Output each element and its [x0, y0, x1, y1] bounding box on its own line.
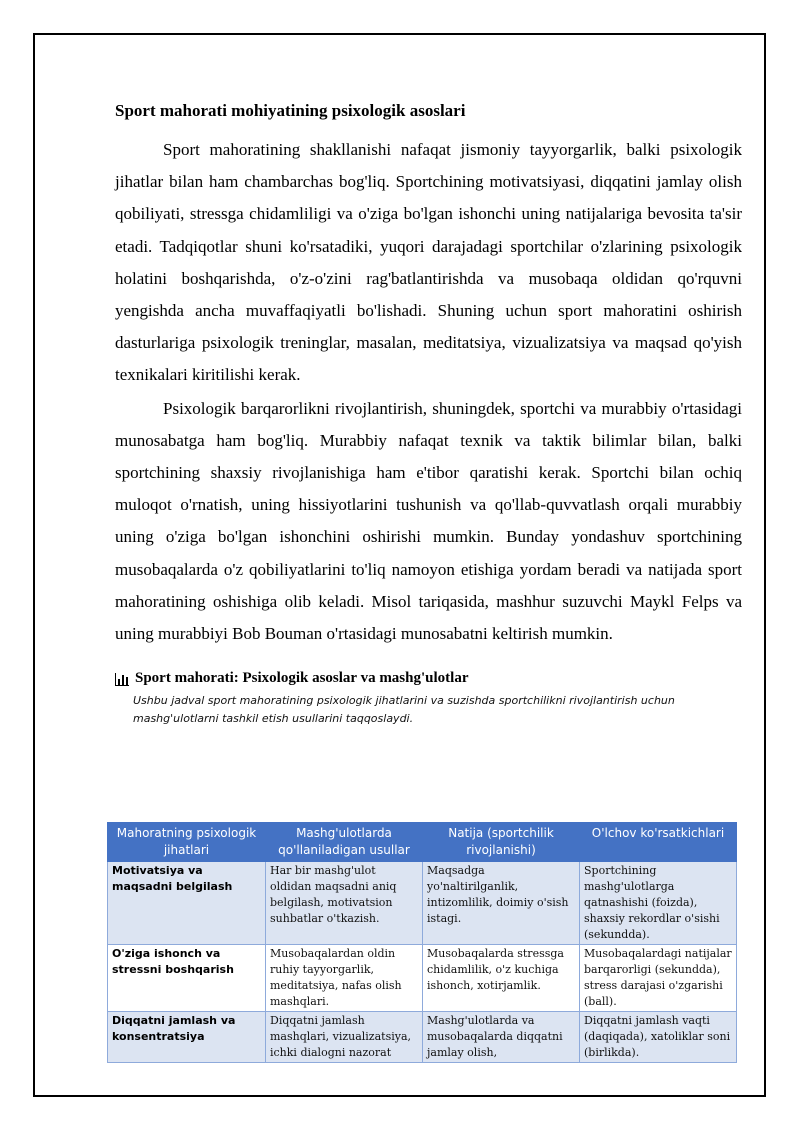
- table-cell: Mashg'ulotlarda va musobaqalarda diqqatni jamlay olish,: [423, 1012, 580, 1063]
- table-cell: Diqqatni jamlash mashqlari, vizualizatsiya, ichki dialogni nazorat: [266, 1012, 423, 1063]
- table-caption: Ushbu jadval sport mahoratining psixologik jihatlarini va suzishda sportchilikni rivojlantirish uchun mashg'ulotlarni tashkil etish usullarini taqqoslaydi.: [133, 694, 675, 726]
- header-cell: Mahoratning psixologik jihatlari: [108, 823, 266, 862]
- table-cell: Har bir mashg'ulot oldidan maqsadni aniq belgilash, motivatsion suhbatlar o'tkazish.: [266, 862, 423, 945]
- table-cell: Motivatsiya va maqsadni belgilash: [108, 862, 266, 945]
- paragraph-2: Psixologik barqarorlikni rivojlantirish, shuningdek, sportchi va murabbiy o'rtasidagi munosabatga ham bog'liq. Murabbiy nafaqat texnik va taktik bilimlar bilan, balki sportchining shaxsiy rivojlanishiga ham e'tibor qaratishi kerak. Sportchi bilan ochiq muloqot o'rnatish, uning hissiyotlarini tushunish va qo'llab-quvvatlash orqali murabbiy uning o'ziga bo'lgan ishonchini oshirishi mumkin. Bunday yondashuv sportchining musobaqalarda o'z qobiliyatlarini to'liq namoyon etishiga yordam beradi va natijada sport mahoratining oshishiga olib keladi. Misol tariqasida, mashhur suzuvchi Maykl Felps va uning murabbiyi Bob Bouman o'rtasidagi munosabatni keltirish mumkin.: [115, 398, 742, 644]
- table-cell: Sportchining mashg'ulotlarga qatnashishi (foizda), shaxsiy rekordlar o'sishi (sekundda).: [580, 862, 737, 945]
- bar-chart-icon: [115, 672, 129, 685]
- header-cell: O'lchov ko'rsatkichlari: [580, 823, 737, 862]
- table-row: [108, 945, 737, 1012]
- data-table: [107, 822, 737, 1063]
- section-heading: Sport mahorati mohiyatining psixologik asoslari: [115, 101, 466, 120]
- document-body: [115, 100, 742, 733]
- table-cell: O'ziga ishonch va stressni boshqarish: [108, 945, 266, 1012]
- table-cell: Musobaqalardagi natijalar barqarorligi (sekundda), stress darajasi o'zgarishi (ball).: [580, 945, 737, 1012]
- table-title: [115, 668, 742, 688]
- table-cell: Musobaqalardan oldin ruhiy tayyorgarlik, meditatsiya, nafas olish mashqlari.: [266, 945, 423, 1012]
- paragraph-1: Sport mahoratining shakllanishi nafaqat jismoniy tayyorgarlik, balki psixologik jihatlar bilan ham chambarchas bog'liq. Sportchining motivatsiyasi, diqqatini jamlay olish qobiliyati, stressga chidamliligi va o'ziga bo'lgan ishonchi uning natijalariga bevosita ta'sir etadi. Tadqiqotlar shuni ko'rsatadiki, yuqori darajadagi sportchilar o'zlarining psixologik holatini boshqarishda, o'z-o'zini rag'batlantirishda va musobaqa oldidan qo'rquvni yengishda ancha muvaffaqiyatli bo'lishadi. Shuning uchun sport mahoratini oshirish dasturlariga psixologik treninglar, masalan, meditatsiya, vizualizatsiya va maqsad qo'yish texnikalari kiritilishi kerak.: [115, 140, 742, 385]
- table-cell: Diqqatni jamlash va konsentratsiya: [108, 1012, 266, 1063]
- header-cell: Mashg'ulotlarda qo'llaniladigan usullar: [266, 823, 423, 862]
- table-row: [108, 1012, 737, 1063]
- table-header-row: [108, 823, 737, 862]
- header-cell: Natija (sportchilik rivojlanishi): [423, 823, 580, 862]
- table-cell: Musobaqalarda stressga chidamlilik, o'z kuchiga ishonch, xotirjamlik.: [423, 945, 580, 1012]
- table-title-text: Sport mahorati: Psixologik asoslar va mashg'ulotlar: [135, 670, 469, 687]
- table-cell: Maqsadga yo'naltirilganlik, intizomlilik, doimiy o'sish istagi.: [423, 862, 580, 945]
- table-cell: Diqqatni jamlash vaqti (daqiqada), xatoliklar soni (birlikda).: [580, 1012, 737, 1063]
- table-row: [108, 862, 737, 945]
